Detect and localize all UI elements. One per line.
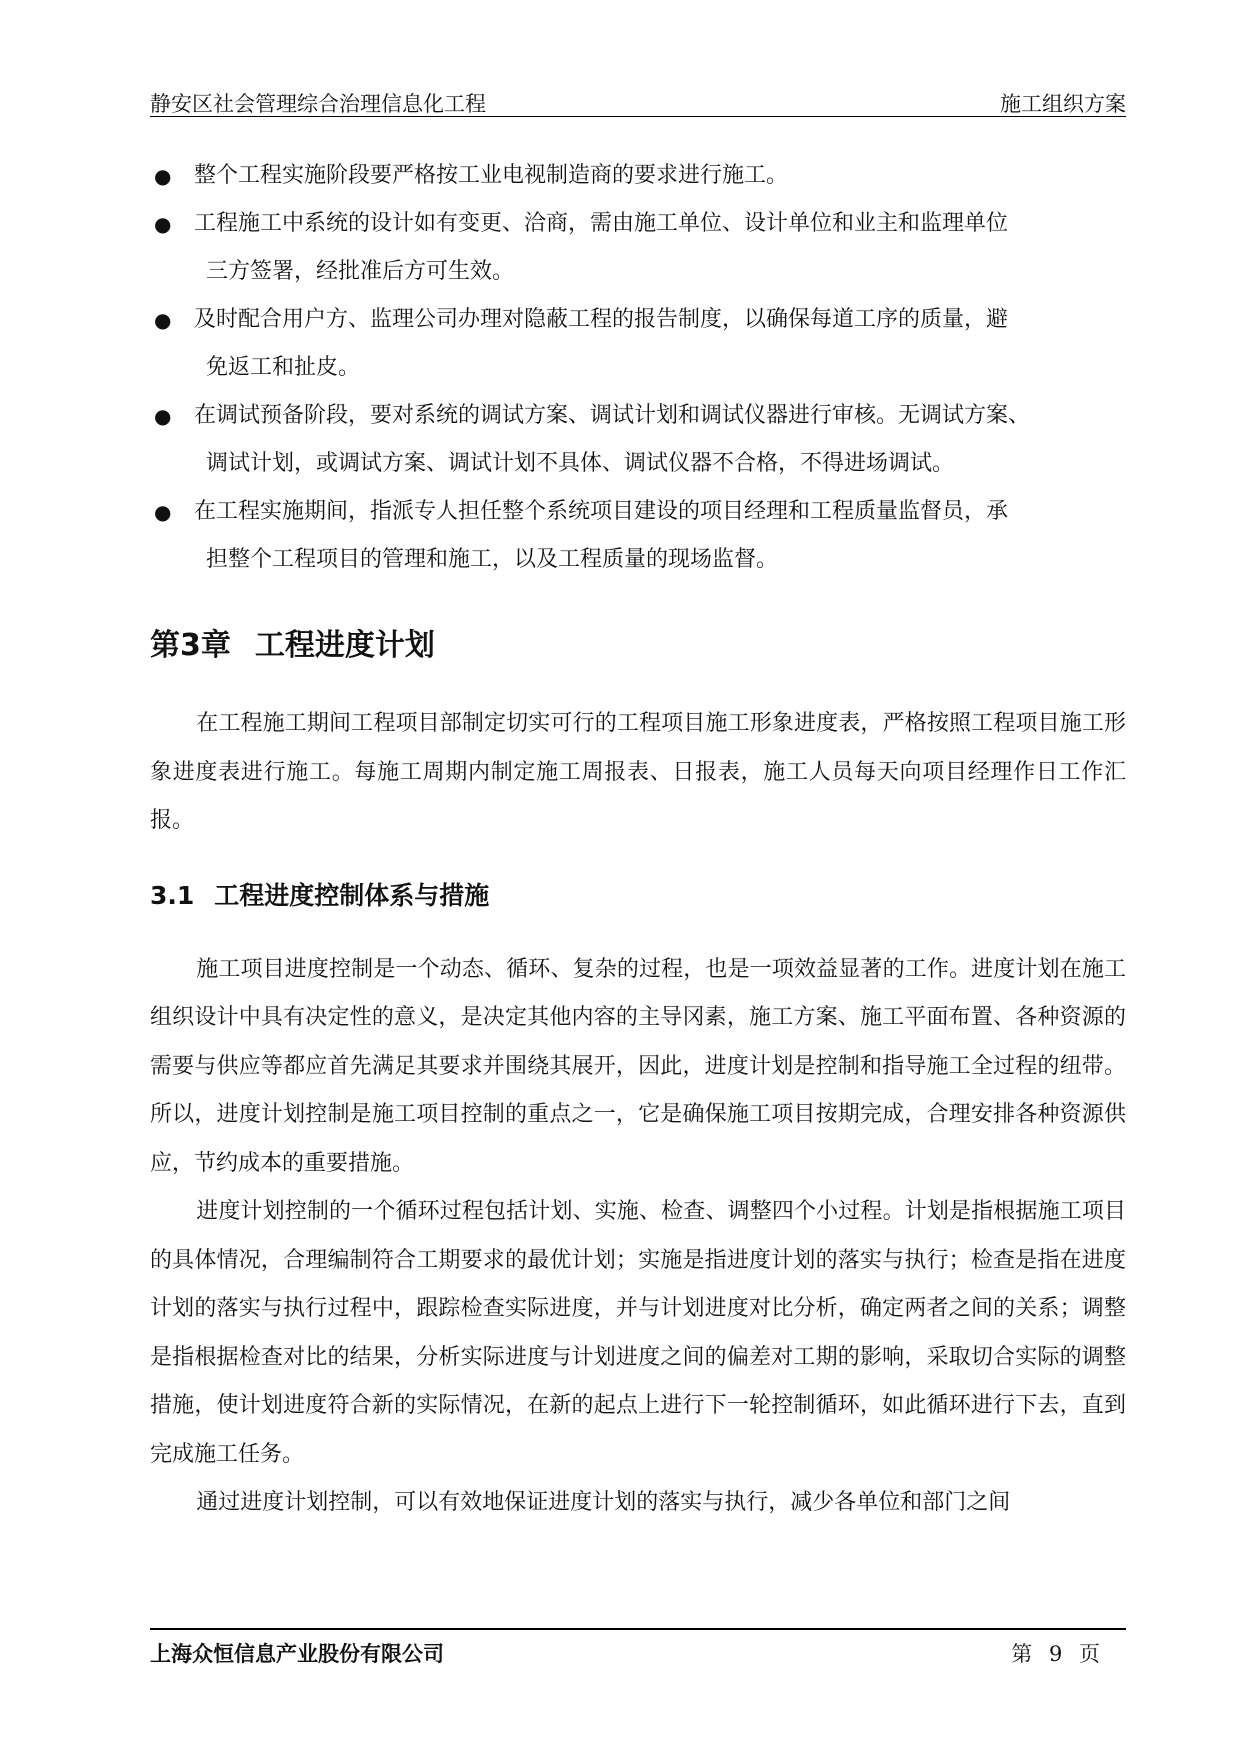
bullet-text: 整个工程实施阶段要严格按工业电视制造商的要求进行施工。 [194, 163, 789, 188]
body-paragraph: 施工项目进度控制是一个动态、循环、复杂的过程，也是一项效益显著的工作。进度计划在施工组织设计中具有决定性的意义，是决定其他内容的主导冈素，施工方案、施工平面布置、各种资源的需要与供应等都应首先满足其要求并围绕其展开，因此，进度计划是控制和指导施工全过程的纽带。所以，进度计划控制是施工项目控制的重点之一，它是确保施工项目按期完成，合理安排各种资源供应，节约成本的重要措施。 [150, 956, 1126, 1176]
bullet-dot-icon: ● [154, 308, 172, 332]
chapter-number: 第3章 [150, 628, 231, 663]
bullet-text: 在调试预备阶段，要对系统的调试方案、调试计划和调试仪器进行审核。无调试方案、 调试计划，或调试方案、调试计划不具体、调试仪器不合格，不得进场调试。 [194, 403, 1031, 476]
bullet-text: 工程施工中系统的设计如有变更、洽商，需由施工单位、设计单位和业主和监理单位 三方签署，经批准后方可生效。 [194, 211, 1009, 284]
bullet-item [150, 488, 1126, 584]
footer-company: 上海众恒信息产业股份有限公司 [150, 1642, 444, 1666]
section-number: 3.1 [150, 880, 195, 910]
bullet-dot-icon: ● [154, 404, 172, 428]
bullet-dot-icon: ● [154, 212, 172, 236]
bullet-item [150, 392, 1126, 488]
footer-page-number: 第 9 页 [1011, 1642, 1100, 1666]
page-content [150, 152, 1126, 1528]
section-title: 工程进度控制体系与措施 [214, 880, 490, 910]
bullet-text: 在工程实施期间，指派专人担任整个系统项目建设的项目经理和工程质量监督员，承 担整个工程项目的管理和施工，以及工程质量的现场监督。 [194, 499, 1009, 572]
page-header [150, 86, 1126, 117]
body-paragraph: 通过进度计划控制，可以有效地保证进度计划的落实与执行，减少各单位和部门之间 [196, 1490, 1011, 1515]
chapter-title: 工程进度计划 [254, 628, 435, 663]
page-footer [150, 1628, 1126, 1666]
bullet-dot-icon: ● [154, 500, 172, 524]
body-paragraph: 进度计划控制的一个循环过程包括计划、实施、检查、调整四个小过程。计划是指根据施工项目的具体情况，合理编制符合工期要求的最优计划；实施是指进度计划的落实与执行；检查是指在进度计划的落实与执行过程中，跟踪检查实际进度，并与计划进度对比分析，确定两者之间的关系；调整是指根据检查对比的结果，分析实际进度与计划进度之间的偏差对工期的影响，采取切合实际的调整措施，使计划进度符合新的实际情况，在新的起点上进行下一轮控制循环，如此循环进行下去，直到完成施工任务。 [150, 1199, 1126, 1467]
bullet-item [150, 152, 1126, 200]
header-doc-type: 施工组织方案 [1000, 92, 1126, 116]
bullet-text: 及时配合用户方、监理公司办理对隐蔽工程的报告制度，以确保每道工序的质量，避 免返工和扯皮。 [194, 307, 1009, 380]
bullet-dot-icon: ● [154, 164, 172, 188]
chapter-heading [150, 622, 1126, 670]
bullet-item [150, 296, 1126, 392]
section-heading [150, 876, 1126, 916]
bullet-item [150, 200, 1126, 296]
header-project-title: 静安区社会管理综合治理信息化工程 [150, 92, 486, 116]
chapter-intro-paragraph: 在工程施工期间工程项目部制定切实可行的工程项目施工形象进度表，严格按照工程项目施工形象进度表进行施工。每施工周期内制定施工周报表、日报表，施工人员每天向项目经理作日工作汇报。 [150, 711, 1126, 833]
